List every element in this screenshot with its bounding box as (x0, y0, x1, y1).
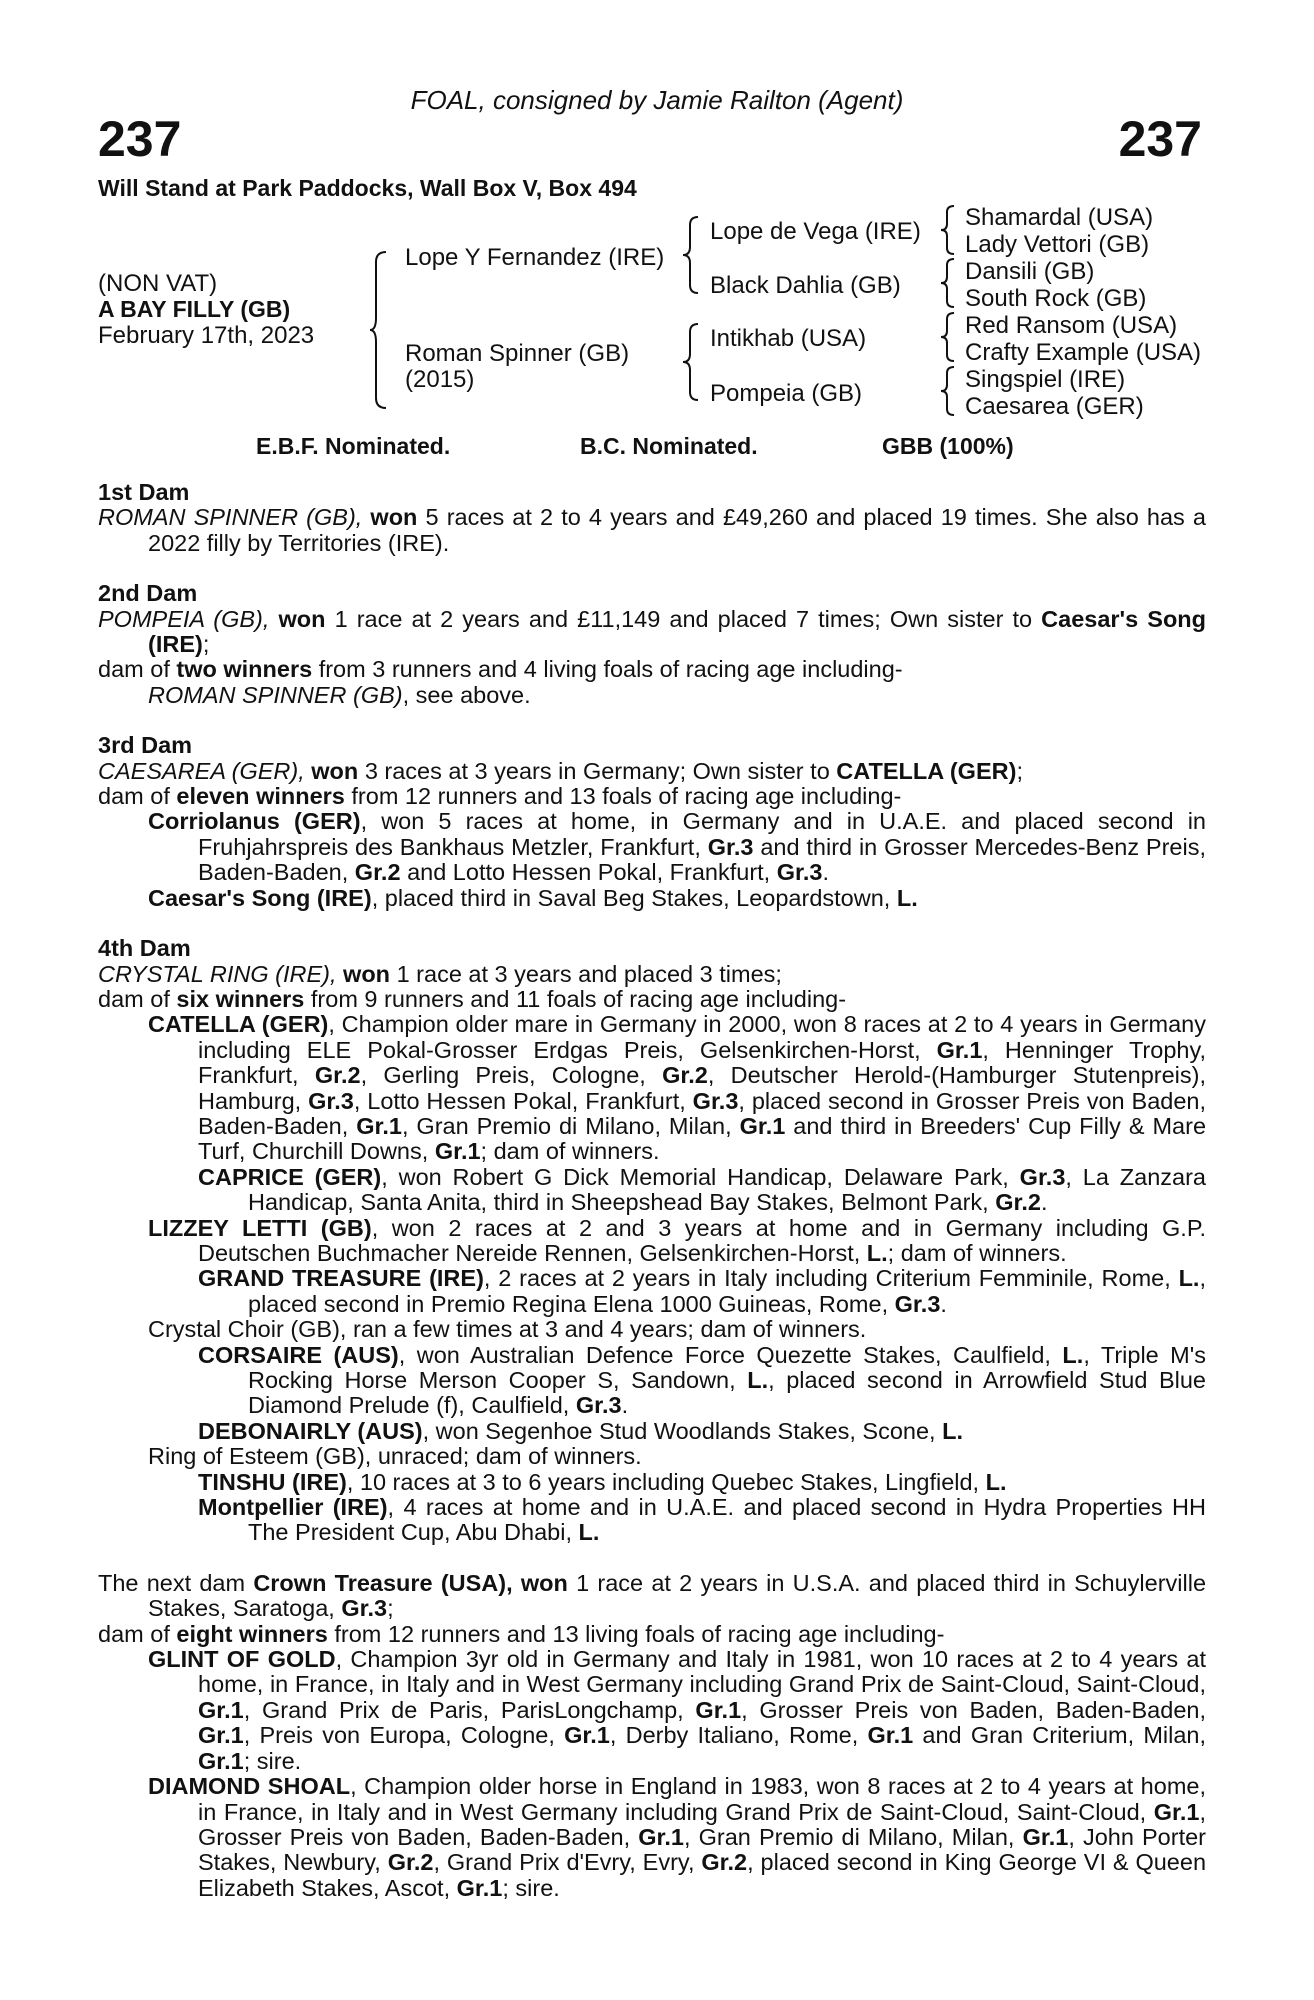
dam-name: Crown Treasure (USA), (253, 1569, 513, 1596)
winners-count: six winners (176, 985, 305, 1012)
sire-dam-name: Black Dahlia (GB) (710, 272, 901, 299)
progeny-entry: LIZZEY LETTI (GB), won 2 races at 2 and 3 years at home and in Germany including G.P. Deutschen Buchmacher Nereide Rennen, Gelsenkirchen-Horst, L.; dam of winners. (148, 1214, 1206, 1266)
vat-status: (NON VAT) (98, 270, 218, 297)
ggp-name: Shamardal (USA) (965, 204, 1154, 231)
dam-sire-name: Intikhab (USA) (710, 325, 867, 352)
dam-year: (2015) (405, 366, 475, 393)
progeny-entry: GLINT OF GOLD, Champion 3yr old in Germany and Italy in 1981, won 10 races at 2 to 4 years at home, in France, in Italy and in West Germany including Grand Prix de Saint-Cloud, Saint-Cloud, Gr.1, Grand Prix de Paris, ParisLongchamp, Gr.1, Grosser Preis von Baden, Baden-Baden, Gr.1, Preis von Europa, Cologne, Gr.1, Derby Italiano, Rome, Gr.1 and Gran Criterium, Milan, Gr.1; sire. (148, 1646, 1207, 1774)
progeny-name: DIAMOND SHOAL (148, 1773, 351, 1800)
section-heading: 1st Dam (98, 479, 190, 505)
won-label: won (370, 504, 418, 531)
won-label: won (311, 757, 359, 784)
progeny-name: DEBONAIRLY (AUS) (198, 1417, 423, 1444)
bc-nomination: B.C. Nominated. (580, 433, 758, 459)
progeny-name: GLINT OF GOLD (148, 1646, 336, 1673)
pedigree-brace-main (368, 250, 390, 410)
dam-name: CAESAREA (GER), (98, 757, 305, 784)
section-heading: 2nd Dam (98, 580, 198, 607)
progeny-entry: CATELLA (GER), Champion older mare in Germany in 2000, won 8 races at 2 to 4 years in Germany including ELE Pokal-Grosser Erdgas Preis, Gelsenkirchen-Horst, Gr.1, Henninger Trophy, Frankfurt, Gr.2, Gerling Preis, Cologne, Gr.2, Deutscher Herold-(Hamburger Stutenpreis), Hamburg, Gr.3, Lotto Hessen Pokal, Frankfurt, Gr.3, placed second in Grosser Preis von Baden, Baden-Baden, Gr.1, Gran Premio di Milano, Milan, Gr.1 and third in Breeders' Cup Filly & Mare Turf, Churchill Downs, Gr.1; dam of winners. (148, 1011, 1207, 1165)
ggp-name: Singspiel (IRE) (965, 366, 1126, 393)
pedigree-brace-sire (680, 215, 702, 295)
third-dam-entry: CAESAREA (GER), won 3 races at 3 years in Germany; Own sister to CATELLA (GER); (98, 757, 1023, 784)
fourth-dam-entry (98, 962, 1206, 987)
stand-location: Will Stand at Park Paddocks, Wall Box V, Box 494 (98, 175, 637, 201)
progeny-name: Corriolanus (GER) (148, 808, 361, 835)
ggp-name: Dansili (GB) (965, 258, 1095, 285)
progeny-entry: Montpellier (IRE), 4 races at home and in U.A.E. and placed second in Hydra Properties HH The President Cup, Abu Dhabi, L. (198, 1494, 1206, 1546)
ggp-name: South Rock (GB) (965, 285, 1147, 312)
progeny-name: Montpellier (IRE) (198, 1494, 388, 1521)
progeny-entry: DIAMOND SHOAL, Champion older horse in England in 1983, won 8 races at 2 to 4 years at home, in France, in Italy and in West Germany including Grand Prix de Saint-Cloud, Saint-Cloud, Gr.1, Grosser Preis von Baden, Baden-Baden, Gr.1, Gran Premio di Milano, Milan, Gr.1, John Porter Stakes, Newbury, Gr.2, Grand Prix d'Evry, Evry, Gr.2, placed second in King George VI & Queen Elizabeth Stakes, Ascot, Gr.1; sire. (148, 1773, 1207, 1901)
progeny-name: GRAND TREASURE (IRE) (198, 1265, 484, 1292)
produce-summary: dam of two winners from 3 runners and 4 living foals of racing age including- (98, 656, 903, 683)
progeny-entry: CORSAIRE (AUS), won Australian Defence Force Quezette Stakes, Caulfield, L., Triple M's Rocking Horse Merson Cooper S, Sandown, L., placed second in Arrowfield Stud Blue Diamond Prelude (f), Caulfield, Gr.3. (198, 1341, 1207, 1419)
progeny-name: CAPRICE (GER) (198, 1163, 382, 1190)
race-record: 1 race at 2 years in U.S.A. and placed third in Schuylerville Stakes, Saratoga, (148, 1569, 1207, 1622)
progeny-name: LIZZEY LETTI (GB) (148, 1214, 372, 1241)
won-label: won (343, 960, 391, 987)
progeny-name: CORSAIRE (AUS) (198, 1341, 399, 1368)
ggp-name: Red Ransom (USA) (965, 312, 1178, 339)
won-label: won (520, 1569, 568, 1596)
progeny-name: TINSHU (IRE) (198, 1468, 347, 1495)
pedigree-brace-dam (680, 322, 702, 402)
lot-number-right: 237 (1118, 111, 1202, 167)
horse-name: A BAY FILLY (GB) (98, 296, 291, 322)
produce-summary: dam of six winners from 9 runners and 11 foals of racing age including- (98, 985, 847, 1012)
progeny-entry: Caesar's Song (IRE), placed third in Saval Beg Stakes, Leopardstown, L. (148, 884, 918, 911)
progeny-entry: DEBONAIRLY (AUS), won Segenhoe Stud Woodlands Stakes, Scone, L. (198, 1417, 964, 1444)
progeny-entry: Ring of Esteem (GB), unraced; dam of winners. (148, 1443, 642, 1470)
progeny-entry: TINSHU (IRE), 10 races at 3 to 6 years including Quebec Stakes, Lingfield, L. (198, 1468, 1007, 1495)
sire-sire-name: Lope de Vega (IRE) (710, 218, 921, 245)
race-record: 1 race at 3 years and placed 3 times; (396, 960, 782, 987)
gbb-status: GBB (100%) (882, 433, 1014, 459)
pedigree-brace-ggp4 (938, 365, 958, 417)
section-heading: 3rd Dam (98, 732, 193, 759)
ggp-name: Crafty Example (USA) (965, 339, 1202, 366)
race-record: 3 races at 3 years in Germany; Own sister to (364, 757, 830, 784)
race-record: 1 race at 2 years and £11,149 and placed 7 times; Own sister to (334, 605, 1033, 632)
first-dam-entry (98, 505, 1206, 556)
winners-count: two winners (176, 656, 313, 683)
progeny-name: ROMAN SPINNER (GB) (148, 681, 403, 708)
won-label: won (278, 605, 326, 632)
dam-dam-name: Pompeia (GB) (710, 380, 863, 407)
produce-summary: dam of eleven winners from 12 runners and 13 foals of racing age including- (98, 783, 902, 810)
dam-name: POMPEIA (GB), (98, 605, 270, 632)
section-heading: 4th Dam (98, 935, 191, 962)
sister-name: CATELLA (GER) (836, 757, 1017, 784)
date-of-birth: February 17th, 2023 (98, 322, 315, 349)
pedigree-brace-ggp3 (938, 311, 958, 363)
ggp-name: Caesarea (GER) (965, 393, 1144, 420)
progeny-entry: GRAND TREASURE (IRE), 2 races at 2 years in Italy including Criterium Femminile, Rome, L., placed second in Premio Regina Elena 1000 Guineas, Rome, Gr.3. (198, 1265, 1206, 1317)
pedigree-brace-ggp1 (938, 204, 958, 256)
pedigree-brace-ggp2 (938, 257, 958, 309)
progeny-entry: CAPRICE (GER), won Robert G Dick Memorial Handicap, Delaware Park, Gr.3, La Zanzara Handicap, Santa Anita, third in Sheepshead Bay Stakes, Belmont Park, Gr.2. (198, 1163, 1207, 1216)
progeny-entry: ROMAN SPINNER (GB), see above. (148, 681, 531, 708)
produce-summary: dam of eight winners from 12 runners and 13 living foals of racing age including- (98, 1620, 945, 1647)
dam-name: CRYSTAL RING (IRE), (98, 960, 337, 987)
dam-name: ROMAN SPINNER (GB), (98, 504, 363, 531)
progeny-name: Caesar's Song (IRE) (148, 884, 372, 911)
next-dam-entry: The next dam Crown Treasure (USA), won 1 race at 2 years in U.S.A. and placed third in Schuylerville Stakes, Saratoga, Gr.3; (98, 1569, 1207, 1622)
ggp-name: Lady Vettori (GB) (965, 231, 1150, 258)
sire-name: Lope Y Fernandez (IRE) (405, 244, 665, 271)
progeny-name: CATELLA (GER) (148, 1011, 329, 1038)
winners-count: eight winners (176, 1620, 328, 1647)
dam-name: Roman Spinner (GB) (405, 340, 630, 367)
progeny-entry: Corriolanus (GER), won 5 races at home, in Germany and in U.A.E. and placed second in Fruhjahrspreis des Bankhaus Metzler, Frankfurt, Gr.3 and third in Grosser Mercedes-Benz Preis, Baden-Baden, Gr.2 and Lotto Hessen Pokal, Frankfurt, Gr.3. (148, 808, 1207, 886)
race-record: 5 races at 2 to 4 years and £49,260 and placed 19 times. She also has a 2022 filly by Territories (IRE). (148, 504, 1206, 556)
progeny-entry: Crystal Choir (GB), ran a few times at 3 and 4 years; dam of winners. (148, 1316, 867, 1343)
lot-number-left: 237 (98, 111, 182, 167)
consignor-subtitle: FOAL, consigned by Jamie Railton (Agent) (410, 85, 904, 115)
sister-name: Caesar's Song (IRE) (148, 605, 1207, 658)
ebf-nomination: E.B.F. Nominated. (256, 433, 451, 459)
second-dam-entry: POMPEIA (GB), won 1 race at 2 years and £11,149 and placed 7 times; Own sister to Caesar's Song (IRE); (98, 605, 1207, 658)
winners-count: eleven winners (176, 783, 345, 810)
dam-lines (98, 480, 1206, 1901)
